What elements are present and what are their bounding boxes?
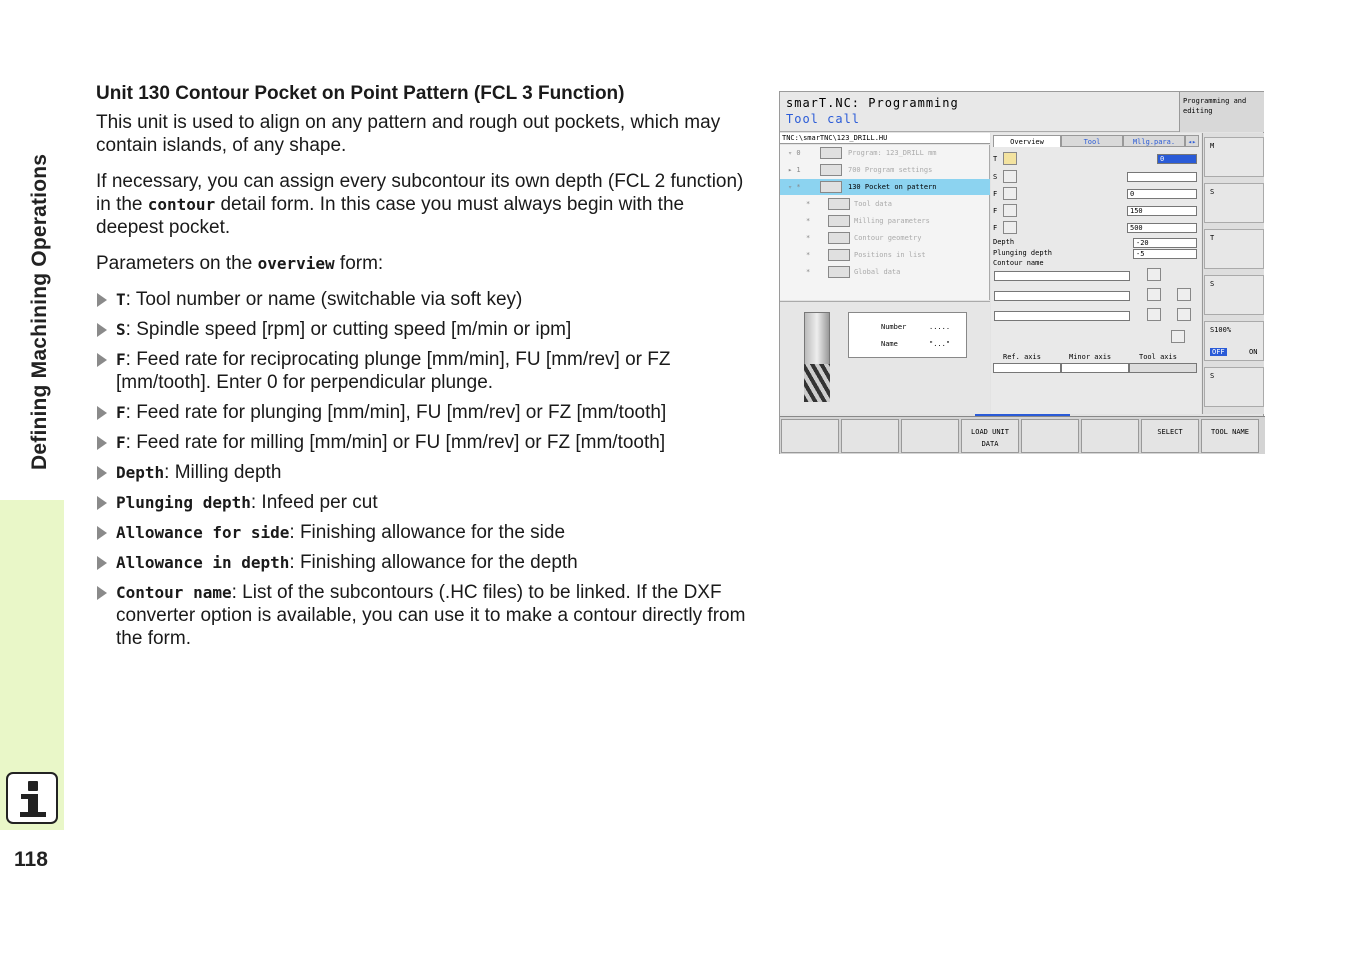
bullet-arrow-icon: [97, 586, 107, 600]
tree-node-icon: [828, 266, 850, 278]
params-text-pre: Parameters on the: [96, 253, 258, 274]
softkey-bar: [780, 416, 1265, 454]
parameter-description: : Finishing allowance for the depth: [289, 552, 578, 573]
flute-icon: [804, 364, 830, 402]
parameter-code: F: [116, 350, 126, 369]
tree-node-label: Tool data: [854, 200, 892, 208]
program-tree: [780, 145, 990, 300]
island-icon-2[interactable]: [1147, 308, 1161, 321]
parameter-description: : Tool number or name (switchable via soft key): [125, 289, 523, 310]
parameter-item: [96, 431, 756, 454]
control-screenshot: [779, 91, 1264, 454]
tree-node[interactable]: [780, 162, 990, 178]
depth-input[interactable]: -20: [1133, 238, 1197, 248]
bullet-arrow-icon: [97, 323, 107, 337]
parameter-code: Contour name: [116, 583, 232, 602]
pattern-icon[interactable]: [1171, 330, 1185, 343]
override-off-label: OFF: [1212, 348, 1225, 356]
tab-overview[interactable]: Overview: [993, 135, 1061, 147]
s-label: S: [993, 173, 998, 181]
minor-axis-select[interactable]: [1061, 363, 1129, 373]
field-row-s: [993, 170, 1199, 184]
machine-function-label: S100%: [1210, 326, 1232, 334]
tree-node-marker: *: [806, 200, 811, 208]
tree-node-icon: [828, 249, 850, 261]
minor-axis-label: Minor axis: [1069, 353, 1112, 361]
tree-node[interactable]: [780, 196, 990, 212]
bullet-arrow-icon: [97, 496, 107, 510]
parameter-code: F: [116, 433, 126, 452]
contour-name-input-2[interactable]: [994, 291, 1130, 301]
params-text-post: form:: [334, 253, 384, 274]
parameter-description: : Feed rate for reciprocating plunge [mm/min], FU [mm/rev] or FZ [mm/tooth]. Enter 0 for perpendicular plunge.: [116, 349, 671, 393]
plunging-depth-label: Plunging depth: [993, 249, 1053, 257]
tool-preview: [780, 301, 990, 414]
machine-function-button[interactable]: [1204, 321, 1264, 361]
plunge-feed-icon: [1003, 204, 1017, 217]
f1-input[interactable]: 0: [1127, 189, 1197, 199]
bullet-arrow-icon: [97, 293, 107, 307]
tree-node-label: Contour geometry: [854, 234, 922, 242]
screen-header: [780, 92, 1179, 132]
tree-node-label: 130 Pocket on pattern: [848, 183, 937, 191]
params-code: overview: [257, 254, 335, 273]
parameter-code: Allowance for side: [116, 523, 290, 542]
pocket-icon[interactable]: [1147, 268, 1161, 281]
ref-axis-select[interactable]: [993, 363, 1061, 373]
contour-name-input-3[interactable]: [994, 311, 1130, 321]
tree-node-label: 700 Program settings: [848, 166, 933, 174]
screen-subtitle: Tool call: [786, 112, 861, 126]
spindle-icon: [1003, 170, 1017, 183]
machine-function-label: S: [1210, 372, 1215, 380]
fcl-paragraph: [96, 170, 756, 239]
parameter-item: [96, 401, 756, 424]
softkey[interactable]: [1081, 419, 1139, 453]
softkey[interactable]: [1021, 419, 1079, 453]
parameter-code: S: [116, 320, 126, 339]
form-tabs: [991, 133, 1201, 147]
parameter-list: [96, 288, 756, 650]
info-icon: [6, 772, 58, 824]
machine-function-button[interactable]: [1204, 367, 1264, 407]
parameter-item: [96, 348, 756, 394]
field-row-f3: [993, 221, 1199, 235]
tree-node-icon: [820, 147, 842, 159]
parameter-item: [96, 288, 756, 311]
softkey[interactable]: SELECT: [1141, 419, 1199, 453]
tool-icon: [1003, 152, 1017, 165]
file-path: TNC:\smarTNC\123_DRILL.HU: [780, 133, 990, 144]
params-intro: [96, 252, 756, 275]
island-icon[interactable]: [1147, 288, 1161, 301]
parameter-description: : Feed rate for milling [mm/min] or FU [mm/rev] or FZ [mm/tooth]: [125, 432, 666, 453]
tree-node[interactable]: [780, 230, 990, 246]
f2-label: F: [993, 207, 998, 215]
softkey[interactable]: [901, 419, 959, 453]
parameter-item: [96, 318, 756, 341]
machine-function-label: S: [1210, 188, 1215, 196]
contour-name-input-1[interactable]: [994, 271, 1130, 281]
parameter-description: : Finishing allowance for the side: [289, 522, 566, 543]
field-row-f1: [993, 187, 1199, 201]
ref-axis-label: Ref. axis: [1003, 353, 1041, 361]
tool-number-value: .....: [929, 323, 951, 331]
tree-node[interactable]: [780, 264, 990, 280]
softkey[interactable]: [781, 419, 839, 453]
s-input[interactable]: [1127, 172, 1197, 182]
machine-function-button[interactable]: [1204, 137, 1264, 177]
tool-axis-label: Tool axis: [1139, 353, 1177, 361]
bullet-arrow-icon: [97, 406, 107, 420]
parameter-item: [96, 551, 756, 574]
section-heading: Unit 130 Contour Pocket on Point Pattern (FCL 3 Function): [96, 83, 625, 104]
parameter-code: F: [116, 403, 126, 422]
softkey[interactable]: LOAD UNIT DATA: [961, 419, 1019, 453]
parameter-code: Depth: [116, 463, 165, 482]
softkey[interactable]: TOOL NAME: [1201, 419, 1259, 453]
tab-tool[interactable]: Tool: [1061, 135, 1123, 147]
tree-node-label: Positions in list: [854, 251, 926, 259]
machine-function-label: S: [1210, 280, 1215, 288]
override-on-label: ON: [1249, 348, 1258, 356]
tree-node-marker: *: [806, 217, 811, 225]
tree-node-label: Milling parameters: [854, 217, 930, 225]
tree-node-marker: ▸ 1: [788, 166, 801, 174]
tool-number-label: Number: [881, 323, 907, 331]
f3-label: F: [993, 224, 998, 232]
tool-info-card: [848, 312, 967, 358]
parameter-code: Allowance in depth: [116, 553, 290, 572]
field-row-f2: [993, 204, 1199, 218]
tree-node-marker: *: [806, 251, 811, 259]
machine-function-button[interactable]: [1204, 229, 1264, 269]
fcl-text-pre: If necessary, you can assign every subcontour its own depth (FCL 2 function) in the: [96, 171, 744, 215]
tree-node-label: Global data: [854, 268, 901, 276]
intro-paragraph: This unit is used to align on any pattern and rough out pockets, which may contain islands, of any shape.: [96, 112, 721, 156]
field-row-depth: [993, 237, 1199, 248]
screen-title: smarT.NC: Programming: [786, 96, 959, 110]
island-alt-icon[interactable]: [1177, 288, 1191, 301]
parameter-item: [96, 581, 756, 650]
t-label: T: [993, 155, 998, 163]
f1-label: F: [993, 190, 998, 198]
parameter-code: T: [116, 290, 126, 309]
tree-node[interactable]: [780, 247, 990, 263]
tree-node[interactable]: [780, 213, 990, 229]
parameter-item: [96, 521, 756, 544]
softkey[interactable]: [841, 419, 899, 453]
parameter-description: : Infeed per cut: [250, 492, 378, 513]
parameter-code: Plunging depth: [116, 493, 251, 512]
tool-axis-select[interactable]: [1129, 363, 1197, 373]
machine-function-panel: [1202, 133, 1264, 414]
fcl-code: contour: [147, 195, 216, 214]
tree-node-marker: ▿ *: [788, 183, 801, 191]
chapter-title: Defining Machining Operations: [28, 153, 51, 470]
tree-node-icon: [828, 198, 850, 210]
tree-node-icon: [820, 181, 842, 193]
machine-function-label: M: [1210, 142, 1215, 150]
parameter-item: [96, 491, 756, 514]
page-number: 118: [14, 848, 48, 871]
article: [96, 82, 756, 657]
tree-node-icon: [828, 232, 850, 244]
bullet-arrow-icon: [97, 526, 107, 540]
parameter-description: : List of the subcontours (.HC files) to be linked. If the DXF converter option is available, you can use it to make a contour directly from the form.: [116, 582, 746, 649]
fcl-text-post: detail form. In this case you must always begin with the deepest pocket.: [96, 194, 685, 238]
reciprocating-plunge-icon: [1003, 187, 1017, 200]
tree-node-marker: ▿ 0: [788, 149, 801, 157]
bullet-arrow-icon: [97, 353, 107, 367]
f3-input[interactable]: 500: [1127, 223, 1197, 233]
bullet-arrow-icon: [97, 436, 107, 450]
bullet-arrow-icon: [97, 466, 107, 480]
bullet-arrow-icon: [97, 556, 107, 570]
depth-label: Depth: [993, 238, 1015, 246]
tree-node[interactable]: [780, 179, 990, 195]
tool-name-label: Name: [881, 340, 898, 348]
machine-function-label: T: [1210, 234, 1215, 242]
tab-milling-params[interactable]: Mllg.para.: [1123, 135, 1185, 147]
overview-form: [991, 133, 1201, 414]
tree-node-icon: [828, 215, 850, 227]
field-row-t: [993, 152, 1199, 166]
tree-node-marker: *: [806, 268, 811, 276]
parameter-description: : Feed rate for plunging [mm/min], FU [mm/rev] or FZ [mm/tooth]: [125, 402, 667, 423]
tree-node-icon: [820, 164, 842, 176]
contour-name-label: Contour name: [993, 259, 1044, 267]
machine-function-button[interactable]: [1204, 275, 1264, 315]
t-input[interactable]: 0: [1157, 154, 1197, 164]
milling-feed-icon: [1003, 221, 1017, 234]
tool-name-value: "...": [929, 340, 951, 348]
parameter-description: : Spindle speed [rpm] or cutting speed [m/min or ipm]: [125, 319, 572, 340]
parameter-item: [96, 461, 756, 484]
island-alt-icon-2[interactable]: [1177, 308, 1191, 321]
tab-scroll-icon[interactable]: ◂▸: [1185, 135, 1199, 147]
tree-node-label: Program: 123_DRILL mm: [848, 149, 937, 157]
tree-node-marker: *: [806, 234, 811, 242]
machine-function-button[interactable]: [1204, 183, 1264, 223]
f2-input[interactable]: 150: [1127, 206, 1197, 216]
parameter-description: : Milling depth: [164, 462, 282, 483]
tree-node[interactable]: [780, 145, 990, 161]
plunging-depth-input[interactable]: -5: [1133, 249, 1197, 259]
mode-label: Programming and editing: [1179, 92, 1264, 132]
